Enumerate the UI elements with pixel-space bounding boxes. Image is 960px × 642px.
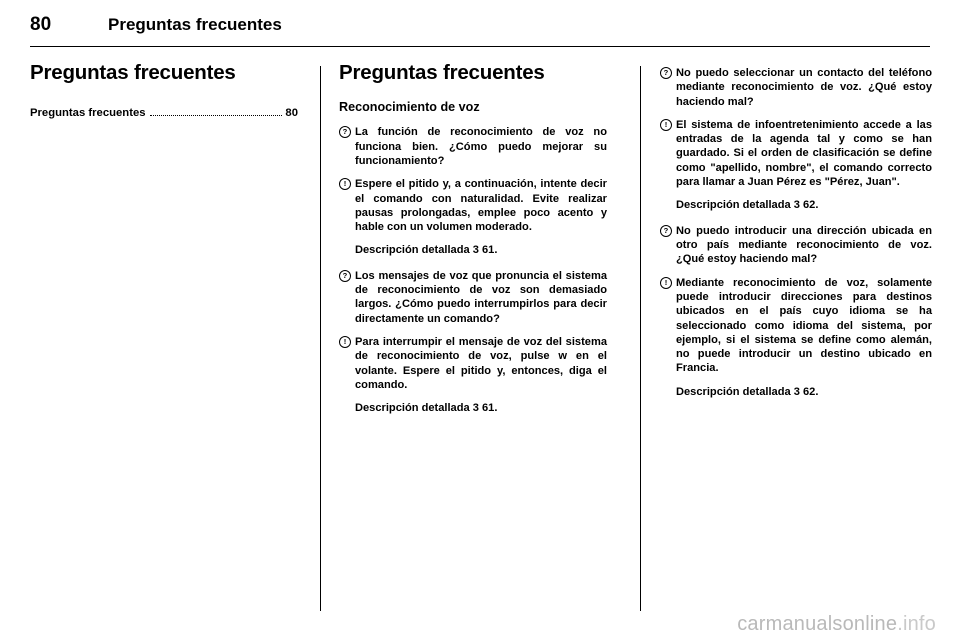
question-text: Los mensajes de voz que pronuncia el sistema de reconocimiento de voz son demasiado largos. ¿Cómo puedo interrumpirlos para decir directamente un comando? xyxy=(355,269,607,325)
watermark-text: carmanualsonline xyxy=(737,613,898,635)
column-one xyxy=(30,61,298,124)
list-item xyxy=(339,335,607,415)
section-title-voice-recognition: Reconocimiento de voz xyxy=(339,100,480,115)
watermark-suffix: .info xyxy=(897,613,936,635)
cross-reference[interactable]: Descripción detallada 3 61. xyxy=(355,402,498,415)
toc-entry-page: 80 xyxy=(285,107,298,120)
toc-leader-dots xyxy=(150,108,283,116)
answer-marker-icon: ! xyxy=(339,178,351,190)
list-item xyxy=(660,118,932,213)
question-text: La función de reconocimiento de voz no funciona bien. ¿Cómo puedo mejorar su funcionamiento? xyxy=(355,126,607,167)
column-two xyxy=(339,61,607,427)
column-divider-2 xyxy=(640,66,641,611)
answer-text: Espere el pitido y, a continuación, intente decir el comando con naturalidad. Evite realizar pausas prolongadas, emplee poco acento y hable con un volumen moderado. xyxy=(355,178,607,234)
question-marker-icon: ? xyxy=(660,225,672,237)
list-item xyxy=(339,177,607,257)
header-divider xyxy=(30,46,930,47)
cross-reference[interactable]: Descripción detallada 3 62. xyxy=(676,199,819,212)
answer-text: Para interrumpir el mensaje de voz del sistema de reconocimiento de voz, pulse w en el volante. Espere el pitido y, entonces, diga el comando. xyxy=(355,336,607,391)
answer-text: El sistema de infoentretenimiento accede a las entradas de la agenda tal y como se han guardado. Si el orden de clasificación se define como "apellido, nombre", el comando correcto para llamar a Juan Pérez es "Pérez, Juan". xyxy=(676,118,932,189)
list-item xyxy=(660,224,932,267)
chapter-title-repeat: Preguntas frecuentes xyxy=(339,61,545,84)
question-marker-icon: ? xyxy=(339,126,351,138)
header-title: Preguntas frecuentes xyxy=(108,15,282,34)
question-marker-icon: ? xyxy=(660,67,672,79)
list-item xyxy=(339,125,607,168)
cross-reference[interactable]: Descripción detallada 3 62. xyxy=(676,385,819,398)
question-text: No puedo introducir una dirección ubicada en otro país mediante reconocimiento de voz. ¿Qué estoy haciendo mal? xyxy=(676,224,932,266)
answer-marker-icon: ! xyxy=(660,119,672,131)
answer-marker-icon: ! xyxy=(660,277,672,289)
answer-marker-icon: ! xyxy=(339,336,351,348)
header-page-number: 80 xyxy=(30,14,52,35)
column-divider-1 xyxy=(320,66,321,611)
cross-reference[interactable]: Descripción detallada 3 61. xyxy=(355,244,498,257)
column-three xyxy=(660,66,932,410)
toc-entry-label: Preguntas frecuentes xyxy=(30,107,146,120)
answer-text: Mediante reconocimiento de voz, solamente puede introducir direcciones para destinos ubicados en el país cuyo idioma se ha seleccionado como idioma del sistema, por ejemplo, si el sistema se define como alemán, no puede introducir un destino ubicado en Francia. xyxy=(676,276,932,375)
list-item xyxy=(339,269,607,326)
page-header xyxy=(30,14,930,44)
question-text: No puedo seleccionar un contacto del teléfono mediante reconocimiento de voz. ¿Qué estoy haciendo mal? xyxy=(676,67,932,108)
list-item xyxy=(660,66,932,109)
chapter-title: Preguntas frecuentes xyxy=(30,61,236,84)
list-item xyxy=(660,276,932,399)
watermark xyxy=(737,613,936,636)
question-marker-icon: ? xyxy=(339,270,351,282)
toc-entry[interactable] xyxy=(30,106,298,120)
